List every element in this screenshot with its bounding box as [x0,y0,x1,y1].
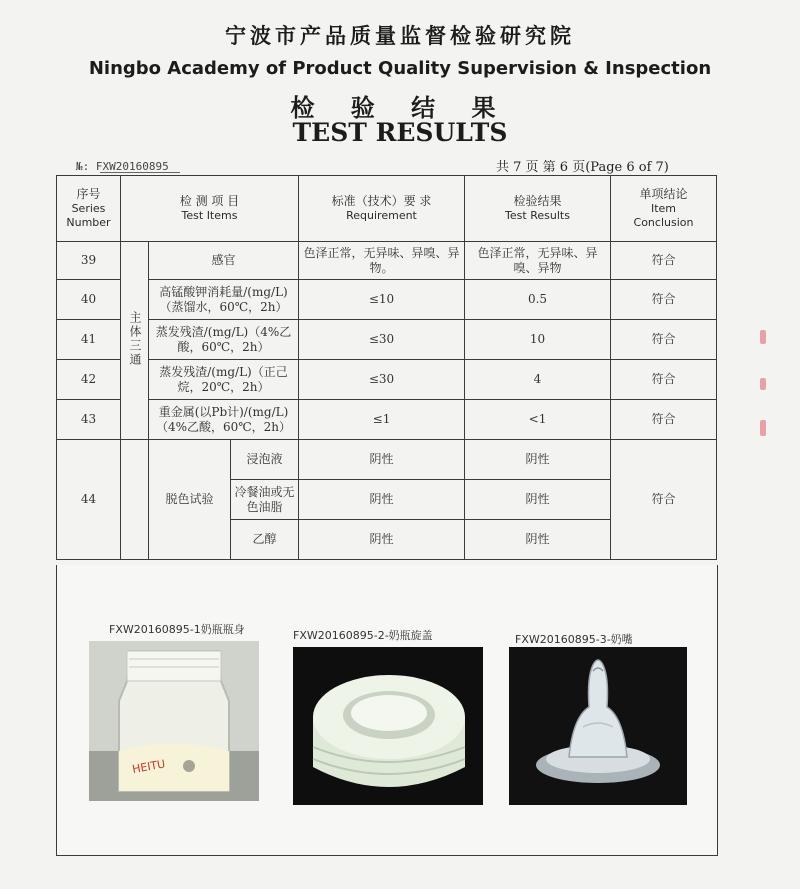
requirement-header-cn: 标准（技术）要 求 [331,194,432,209]
org-name-cn: 宁波市产品质量监督检验研究院 [225,23,575,48]
conclusion-cell: 符合 [611,440,717,560]
result-cell: 色泽正常，无异味、异嗅、异物 [465,242,611,280]
conclusion-cell: 符合 [611,280,717,320]
table-row [57,400,717,440]
sample-photos-section [56,565,718,856]
stamp-bleed-mark [760,420,766,436]
group-label-continued [121,440,149,560]
requirement-header [299,176,465,242]
table-row [57,320,717,360]
row-number: 42 [57,360,121,400]
results-header-en: Test Results [505,209,570,223]
row-number: 40 [57,280,121,320]
row-number: 41 [57,320,121,360]
conclusion-cell: 符合 [611,242,717,280]
items-header-en: Test Items [181,209,238,223]
test-item: 重金属(以Pb计)/(mg/L)（4%乙酸，60℃，2h） [149,400,299,440]
conclusion-header-en1: Item [650,202,677,216]
test-item: 感官 [149,242,299,280]
result-cell: 阴性 [465,480,611,520]
test-item: 脱色试验 [149,440,231,560]
requirement-cell: 阴性 [299,480,465,520]
document-number: №: FXW20160895 [76,160,169,173]
group-label-text: 主体三通 [128,310,142,367]
group-label [121,242,149,440]
photo-label-nipple: FXW20160895-3-奶嘴 [515,633,633,646]
requirement-cell: 阴性 [299,440,465,480]
silicone-nipple-photo [509,647,687,805]
table-row [57,242,717,280]
test-item: 蒸发残渣/(mg/L)（4%乙酸，60℃，2h） [149,320,299,360]
requirement-header-en: Requirement [346,209,417,223]
test-item: 高锰酸钾消耗量/(mg/L)（蒸馏水，60℃，2h） [149,280,299,320]
results-header-cn: 检验结果 [513,194,562,209]
conclusion-cell: 符合 [611,400,717,440]
requirement-cell: 色泽正常，无异味、异嗅、异物。 [299,242,465,280]
result-cell: 0.5 [465,280,611,320]
stamp-bleed-mark [760,378,766,390]
title-en: TEST RESULTS [292,118,508,147]
result-cell: 阴性 [465,520,611,560]
result-cell: 4 [465,360,611,400]
sub-item: 乙醇 [231,520,299,560]
photo-label-cap: FXW20160895-2-奶瓶旋盖 [293,629,433,642]
series-header [57,176,121,242]
items-header [121,176,299,242]
table-row [57,280,717,320]
test-results-table [56,175,717,560]
row-number: 44 [57,440,121,560]
page-info: 共 7 页 第 6 页(Page 6 of 7) [496,160,669,175]
org-name-en: Ningbo Academy of Product Quality Supervision & Inspection [88,58,712,79]
series-header-en2: Number [66,216,111,229]
svg-text:HEITU: HEITU [131,757,167,776]
row-number: 39 [57,242,121,280]
result-cell: <1 [465,400,611,440]
requirement-cell: ≤30 [299,320,465,360]
requirement-cell: ≤10 [299,280,465,320]
title-cn: 检 验 结 果 [290,93,510,122]
requirement-cell: ≤1 [299,400,465,440]
table-row [57,440,717,480]
conclusion-cell: 符合 [611,360,717,400]
conclusion-header [611,176,717,242]
baby-bottle-body-photo [89,641,259,801]
result-cell: 阴性 [465,440,611,480]
test-item: 蒸发残渣/(mg/L)（正己烷，20℃，2h） [149,360,299,400]
sub-item: 冷餐油或无色油脂 [231,480,299,520]
table-header-row [57,176,717,242]
conclusion-header-cn: 单项结论 [639,187,688,202]
bottle-screw-cap-photo [293,647,483,805]
conclusion-header-en2: Conclusion [633,216,694,229]
items-header-cn: 检 测 项 目 [179,194,240,209]
series-header-en1: Series [71,202,106,216]
photo-label-bottle: FXW20160895-1奶瓶瓶身 [109,623,245,636]
result-cell: 10 [465,320,611,360]
conclusion-cell: 符合 [611,320,717,360]
requirement-cell: ≤30 [299,360,465,400]
series-header-cn: 序号 [76,187,101,202]
document-number-underline [100,172,180,173]
row-number: 43 [57,400,121,440]
results-header [465,176,611,242]
table-row [57,360,717,400]
stamp-bleed-mark [760,330,766,344]
sub-item: 浸泡液 [231,440,299,480]
requirement-cell: 阴性 [299,520,465,560]
